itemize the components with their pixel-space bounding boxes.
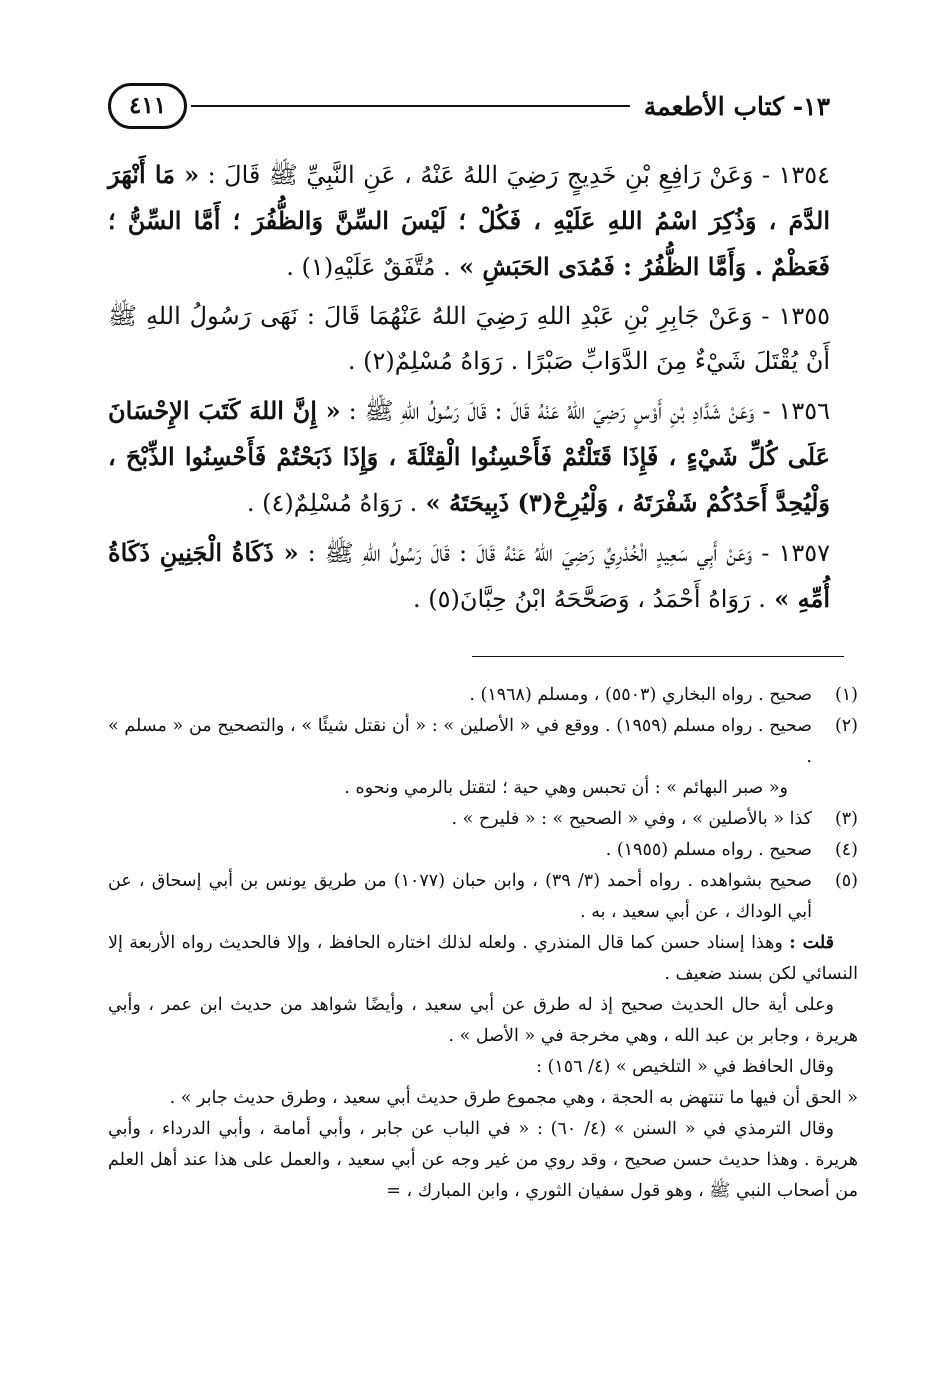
footnote-text: صحيح . رواه مسلم (١٩٥٥) . [605, 840, 812, 860]
chapter-title: ١٣- كتاب الأطعمة [643, 91, 830, 121]
footnote-text: صحيح . رواه البخاري (٥٥٠٣) ، ومسلم (١٩٦٨) . [469, 685, 812, 705]
footnotes [108, 680, 858, 1207]
footnote-4 [108, 835, 858, 866]
hadith-matn: « إِنَّ اللهَ كَتَبَ الإِحْسَانَ عَلَى كُلِّ شَيْءٍ ، فَإِذَا قَتَلْتُمْ فَأَحْسِنُوا الْقِتْلَةَ ، وَإِذَا ذَبَحْتُمْ فَأَحْسِنُوا الذِّبْحَ ، وَلْيُحِدَّ أَحَدُكُمْ شَفْرَتَهُ ، وَلْيُرِحْ(٣) ذَبِيحَتَهُ » [108, 396, 830, 517]
header-rule [191, 105, 630, 107]
footnote-3 [108, 804, 858, 835]
qultu-label: قلت : [789, 933, 835, 953]
hadith-1357 [108, 530, 830, 622]
hadith-lead: ١٣٥٦ - وَعَنْ شَدَّادِ بْنِ أَوْسٍ رَضِيَ اللهُ عَنْهُ قَالَ : قَالَ رَسُولُ اللهِ ﷺ : [340, 397, 830, 425]
hadith-matn: « مَا أَنْهَرَ الدَّمَ ، وَذُكِرَ اسْمُ اللهِ عَلَيْهِ ، فَكُلْ ؛ لَيْسَ السِّنَّ وَالظُّفُرَ ؛ أَمَّا السِّنُّ ؛ فَعَظْمٌ . وَأَمَّا الظُّفُرُ : فَمُدَى الحَبَشِ » [108, 160, 830, 281]
commentary-paragraph: وعلى أية حال الحديث صحيح إذ له طرق عن أبي سعيد ، وأيضًا شواهد من حديث ابن عمر ، وأبي هريرة ، وجابر بن عبد الله ، وهي مخرجة في « الأصل » . [108, 995, 858, 1046]
hadith-1355 [108, 294, 830, 384]
commentary-quote: « الحق أن فيها ما تنتهض به الحجة ، وهي مجموع طرق حديث أبي سعيد ، وطرق حديث جابر » . [169, 1088, 858, 1108]
footnote-2 [108, 711, 858, 773]
page-header [108, 78, 830, 134]
hadith-1356 [108, 388, 830, 526]
footnote-text: كذا « بالأصلين » ، وفي « الصحيح » : « فليرح » . [451, 809, 812, 829]
footnote-text: صحيح . رواه مسلم (١٩٥٩) . ووقع في « الأصلين » : « أن نقتل شيئًا » ، والتصحيح من « مسلم » . [108, 716, 812, 767]
footnote-text: صحيح بشواهده . رواه أحمد (٣/ ٣٩) ، وابن حبان (١٠٧٧) من طريق يونس بن أبي إسحاق ، عن أبي الوداك ، عن أبي سعيد ، به . [108, 871, 812, 922]
hadith-1354 [108, 152, 830, 290]
commentary-qultu [108, 928, 858, 990]
footnote-number: (١) [834, 685, 858, 705]
footnote-2-note [108, 773, 858, 804]
footnote-text: و« صبر البهائم » : أن تحبس وهي حية ؛ لتقتل بالرمي ونحوه . [344, 778, 788, 798]
hadith-lead: ١٣٥٥ - وَعَنْ جَابِرِ بْنِ عَبْدِ اللهِ رَضِيَ اللهُ عَنْهُمَا قَالَ : نَهَى رَسُولُ اللهِ ﷺ أَنْ يُقْتَلَ شَيْءٌ مِنَ الدَّوَابِّ صَبْرًا . رَوَاهُ مُسْلِمٌ(٢) . [108, 302, 830, 375]
commentary-paragraph: وقال الحافظ في « التلخيص » (٤/ ١٥٦) : [536, 1057, 834, 1077]
footnote-1 [108, 680, 858, 711]
hadith-matn: « ذَكَاةُ الْجَنِينِ ذَكَاةُ أُمِّهِ » [108, 538, 830, 613]
page-number: ٤١١ [108, 83, 187, 129]
qultu-text: وهذا إسناد حسن كما قال المنذري . ولعله لذلك اختاره الحافظ ، وإلا فالحديث رواه الأربعة إلا النسائي لكن بسند ضعيف . [108, 933, 858, 984]
hadith-lead: ١٣٥٧ - وَعَنْ أَبِي سَعِيدٍ الْخُدْرِيِّ رَضِيَ اللهُ عَنْهُ قَالَ : قَالَ رَسُولُ اللهِ ﷺ : [298, 539, 831, 567]
footnote-number: (٢) [834, 716, 858, 736]
footnote-number: (٤) [834, 840, 858, 860]
hadith-source: . رَوَاهُ مُسْلِمٌ(٤) . [246, 489, 418, 517]
footnote-5 [108, 866, 858, 928]
footnote-separator [472, 656, 844, 657]
commentary-paragraph: وقال الترمذي في « السنن » (٤/ ٦٠) : « في الباب عن جابر ، وأبي أمامة ، وأبي الدرداء ، وأبي هريرة . وهذا حديث حسن صحيح ، وقد روي من غير وجه عن أبي سعيد ، والعمل على هذا عند أهل العلم من أصحاب النبي ﷺ ، وهو قول سفيان الثوري ، وابن المبارك ، = [108, 1119, 858, 1201]
hadith-source: . مُتَّفَقٌ عَلَيْهِ(١) . [286, 253, 451, 281]
footnote-number: (٥) [834, 871, 858, 891]
footnote-number [812, 773, 858, 804]
footnote-number: (٣) [834, 809, 858, 829]
hadith-list [108, 152, 830, 626]
hadith-lead: ١٣٥٤ - وَعَنْ رَافِعِ بْنِ خَدِيجٍ رَضِيَ اللهُ عَنْهُ ، عَنِ النَّبِيِّ ﷺ قَالَ : [199, 161, 830, 189]
hadith-source: . رَوَاهُ أَحْمَدُ ، وَصَحَّحَهُ ابْنُ حِبَّانَ(٥) . [413, 585, 766, 613]
